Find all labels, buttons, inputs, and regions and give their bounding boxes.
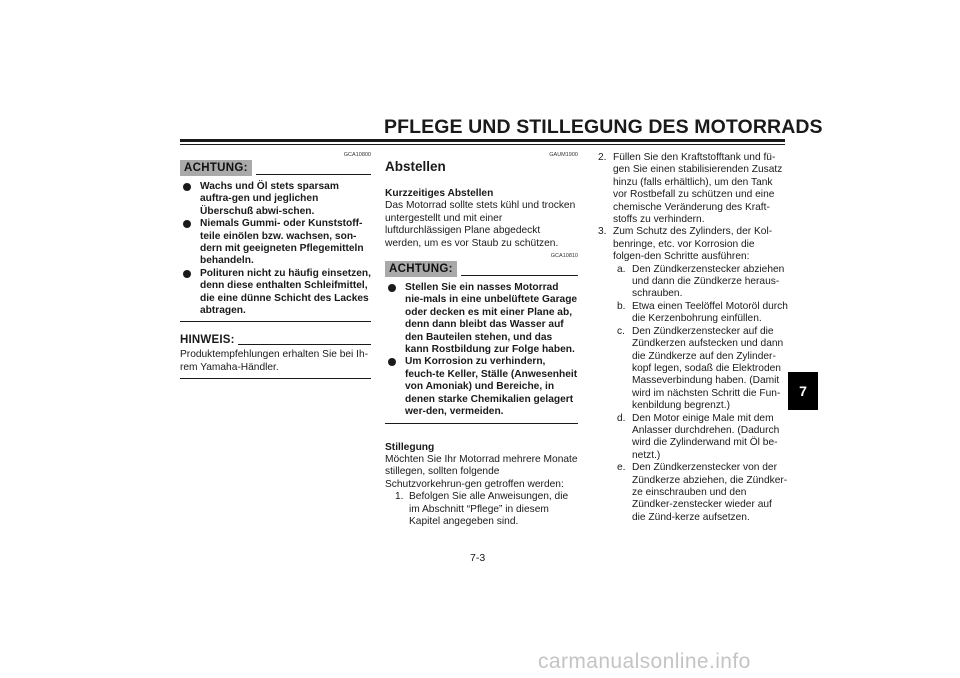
bullet-icon xyxy=(388,284,396,292)
title-rule xyxy=(180,139,785,145)
sub-step-marker: a. xyxy=(617,263,626,275)
warning-end-rule xyxy=(385,423,578,424)
warning-list xyxy=(385,282,578,418)
short-term-heading: Kurzzeitiges Abstellen xyxy=(385,188,494,199)
step-marker: 3. xyxy=(598,226,607,238)
sub-step xyxy=(598,326,788,413)
warning-header xyxy=(385,261,578,277)
page-title: PFLEGE UND STILLEGUNG DES MOTORRADS xyxy=(384,116,823,138)
sub-step-text: Den Zündkerzenstecker abziehen und dann die Zündkerze heraus-schrauben. xyxy=(632,263,785,300)
warning-rule xyxy=(256,174,371,175)
step-marker: 2. xyxy=(598,152,607,163)
sub-step xyxy=(598,301,788,326)
warning-item xyxy=(385,356,578,418)
chapter-tab: 7 xyxy=(788,372,818,410)
bullet-icon xyxy=(388,358,396,366)
warning-item-text: Polituren nicht zu häufig einsetzen, denn diese enthalten Schleifmittel, die eine dünne Schicht des Lackes abtragen. xyxy=(200,267,371,317)
note-rule xyxy=(238,344,371,345)
warning-end-rule xyxy=(180,321,371,322)
step-text: Befolgen Sie alle Anweisungen, die im Abschnitt “Pflege” in diesem Kapitel angegeben sind. xyxy=(409,491,569,527)
sub-step xyxy=(598,413,788,463)
note-text: Produktempfehlungen erhalten Sie bei Ih-rem Yamaha-Händler. xyxy=(180,349,369,373)
warning-label: ACHTUNG: xyxy=(385,261,457,277)
sub-step xyxy=(598,264,788,301)
bullet-icon xyxy=(183,220,191,228)
reference-code: GAUM1900 xyxy=(549,152,578,158)
column-middle xyxy=(385,152,578,528)
column-right xyxy=(598,152,788,524)
page-number: 7-3 xyxy=(470,552,486,564)
note-end-rule xyxy=(180,378,371,379)
step-marker: 1. xyxy=(395,491,404,503)
warning-label: ACHTUNG: xyxy=(180,160,252,176)
warning-item-text: Wachs und Öl stets sparsam auftra-gen und jeglichen Überschuß abwi-schen. xyxy=(200,181,339,217)
sub-step-text: Den Zündkerzenstecker auf die Zündkerzen aufstecken und dann die Zündkerze auf den Zylinder-kopf legen, sodaß die Elektroden Masseverbindung haben. (Damit wird im nächsten Schritt die Fun-kenbildung begrenzt.) xyxy=(632,325,784,412)
warning-item-text: Um Korrosion zu verhindern, feuch-te Keller, Ställe (Anwesenheit von Amoniak) und Bereiche, in denen starke Chemikalien gelagert wer-den, vermeiden. xyxy=(405,356,578,418)
warning-item xyxy=(180,268,371,318)
sub-step-marker: d. xyxy=(617,412,626,424)
warning-header xyxy=(180,160,371,176)
step-text: Zum Schutz des Zylinders, der Kol-benringe, etc. vor Korrosion die folgen-den Schritte ausführen: xyxy=(613,226,773,263)
watermark: carmanualsonline.info xyxy=(538,650,751,673)
warning-item xyxy=(180,218,371,268)
warning-item-text: Stellen Sie ein nasses Motorrad nie-mals in eine unbelüftete Garage oder decken es mit einer Plane ab, denn dann bleibt das Wasser auf den Bauteilen stehen, und das kann Rostbildung zur Folge haben. xyxy=(405,282,578,356)
warning-item xyxy=(180,181,371,218)
warning-rule xyxy=(461,275,578,276)
sub-step-marker: b. xyxy=(617,300,626,312)
short-term-text: Das Motorrad sollte stets kühl und trocken untergestellt und mit einer luftdurchlässigen Plane abgedeckt werden, um es vor Staub zu schützen. xyxy=(385,200,576,249)
storage-step xyxy=(385,491,578,528)
sub-step-text: Etwa einen Teelöffel Motoröl durch die Kerzenbohrung einfüllen. xyxy=(632,300,788,325)
sub-step-text: Den Motor einige Male mit dem Anlasser durchdrehen. (Dadurch wird die Zylinderwand mit Öl be-netzt.) xyxy=(632,412,780,461)
sub-step-text: Den Zündkerzenstecker von der Zündkerze abziehen, die Zündker-ze einschrauben und den Zündker-zenstecker wieder auf die Zünd-kerze aufsetzen. xyxy=(632,462,788,523)
storage-text: Möchten Sie Ihr Motorrad mehrere Monate stillegen, sollten folgende Schutzvorkehrun-gen getroffen werden: xyxy=(385,453,578,490)
reference-code: GCA10810 xyxy=(550,253,578,260)
sub-step-marker: e. xyxy=(617,462,626,474)
storage-step xyxy=(598,152,788,226)
storage-heading: Stillegung xyxy=(385,441,435,453)
reference-code: GCA10800 xyxy=(343,152,371,158)
warning-item xyxy=(385,282,578,356)
note-label: HINWEIS: xyxy=(180,334,235,347)
sub-step xyxy=(598,462,788,524)
note-header xyxy=(180,334,371,347)
storage-step xyxy=(598,226,788,263)
bullet-icon xyxy=(183,270,191,278)
step-text: Füllen Sie den Kraftstofftank und fü-gen Sie einen stabilisierenden Zusatz hinzu (falls erhältlich), um den Tank vor Rostbefall zu schützen und eine chemische Veränderung des Kraft-stoffs zu verhindern. xyxy=(613,152,783,226)
bullet-icon xyxy=(183,183,191,191)
sub-step-marker: c. xyxy=(617,325,625,337)
warning-list xyxy=(180,181,371,317)
column-left xyxy=(180,152,371,379)
warning-item-text: Niemals Gummi- oder Kunststoff-teile einölen bzw. wachsen, son-dern mit geeigneten Pflegemitteln behandeln. xyxy=(200,218,364,267)
section-title: Abstellen xyxy=(385,159,446,174)
